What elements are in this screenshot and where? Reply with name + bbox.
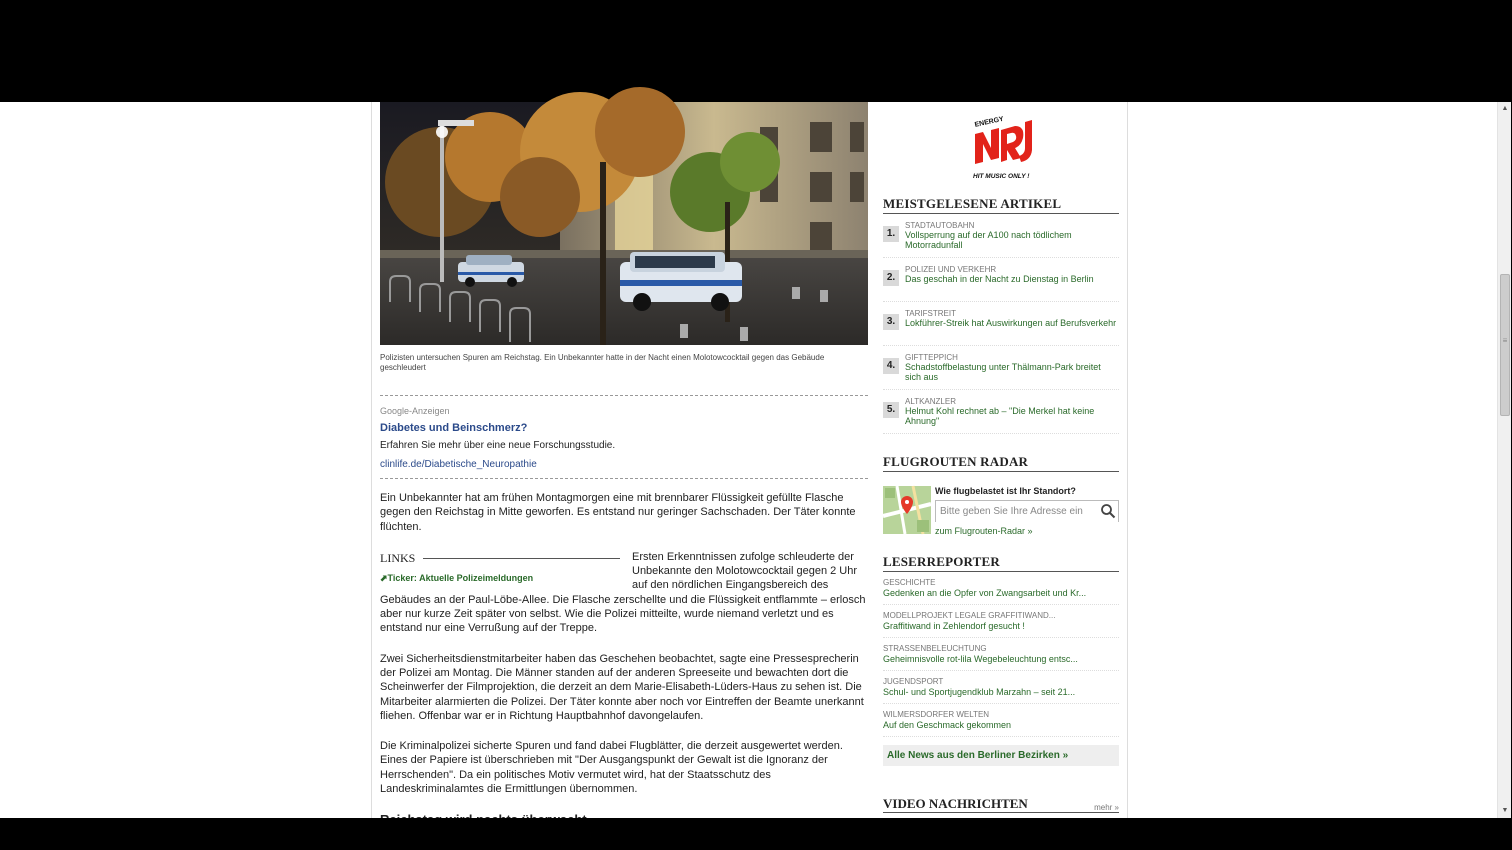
leserreporter-item[interactable] [883,572,1119,605]
grip-icon: ≡ [1502,336,1508,345]
leserreporter-title[interactable]: Schul- und Sportjugendklub Marzahn – seit 21... [883,687,1076,697]
flugrouten-search-box [935,500,1119,522]
links-heading-text: LINKS [380,550,416,565]
leserreporter-item[interactable] [883,605,1119,638]
leserreporter-category: STRASSENBELEUCHTUNG [883,644,987,653]
most-read-item[interactable] [883,302,1119,346]
links-heading [380,551,620,565]
video-heading-title: VIDEO NACHRICHTEN [883,796,1028,811]
leserreporter-title[interactable]: Auf den Geschmack gekommen [883,720,1012,730]
links-item-label: Ticker: Aktuelle Polizeimeldungen [387,573,534,584]
article-paragraph-2-wrap [380,550,868,636]
leserreporter-item[interactable] [883,638,1119,671]
all-district-news-link[interactable]: Alle News aus den Berliner Bezirken » [883,745,1119,766]
links-box [380,551,620,586]
ad-url-link[interactable]: clinlife.de/Diabetische_Neuropathie [380,459,537,470]
hero-caption: Polizisten untersuchen Spuren am Reichstag. Ein Unbekannter hatte in der Nacht einen Molotowcocktail gegen das Gebäude geschleudert [380,353,825,372]
most-read-item[interactable] [883,346,1119,390]
most-read-category: STADTAUTOBAHN [905,221,975,230]
leserreporter-category: WILMERSDORFER WELTEN [883,710,990,719]
page-content [371,102,1128,818]
most-read-title[interactable]: Helmut Kohl rechnet ab – "Die Merkel hat keine Ahnung" [905,406,1095,426]
map-icon[interactable] [883,486,931,534]
nrj-energy-logo[interactable] [969,108,1033,182]
address-input[interactable] [936,502,1118,522]
article-column [380,102,868,827]
article-paragraph-4: Die Kriminalpolizei sicherte Spuren und fand dabei Flugblätter, die derzeit ausgewertet werden. Eines der Papiere ist überschrieben mit "Der Ausgangspunkt der Gewalt ist die Ignoranz der Herrschenden". Da ein politisches Motiv vermutet wird, hat der Staatsschutz des Landeskriminalamtes die Ermittlungen übernommen. [380,740,843,796]
scrollbar-thumb[interactable] [1500,274,1510,416]
most-read-number: 1. [883,226,899,242]
bottom-black-bar [0,818,1511,850]
flugrouten-question: Wie flugbelastet ist Ihr Standort? [935,486,1076,496]
most-read-list [883,214,1119,434]
most-read-number: 4. [883,358,899,374]
most-read-title[interactable]: Das geschah in der Nacht zu Dienstag in Berlin [905,274,1094,284]
most-read-number: 3. [883,314,899,330]
leserreporter-title[interactable]: Geheimnisvolle rot-lila Wegebeleuchtung entsc... [883,654,1078,664]
most-read-title[interactable]: Vollsperrung auf der A100 nach tödlichem Motorradunfall [905,230,1072,250]
leserreporter-item[interactable] [883,704,1119,737]
most-read-item[interactable] [883,214,1119,258]
article-paragraph-2: Ersten Erkenntnissen zufolge schleuderte der Unbekannte den Molotowcocktail gegen 2 Uhr auf den nördlichen Eingangsbereich des Gebäudes an der Paul-Löbe-Allee. Die Flasche zerschellte und die Flüssigkeit entflammte – erlosch aber nur kurze Zeit später von selbst. Wie die Polizei mitteilte, wurde niemand verletzt und es entstand nur eine Verrußung auf der Treppe. [380,550,866,635]
flugrouten-heading: FLUGROUTEN RADAR [883,454,1119,472]
most-read-number: 5. [883,402,899,418]
article-paragraph-1: Ein Unbekannter hat am frühen Montagmorgen eine mit brennbarer Flüssigkeit gefüllte Flasche gegen den Reichstag in Mitte geworfen. Es entstand nur geringer Sachschaden. Der Täter konnte flüchten. [380,492,856,533]
reichstag-night-photo [380,102,868,345]
hero-image[interactable] [380,102,868,345]
leserreporter-title[interactable]: Graffitiwand in Zehlendorf gesucht ! [883,621,1025,631]
svg-text:HIT MUSIC ONLY !: HIT MUSIC ONLY ! [973,173,1030,180]
flugrouten-widget [883,486,1119,536]
flugrouten-link[interactable]: zum Flugrouten-Radar » [935,526,1033,536]
most-read-heading: MEISTGELESENE ARTIKEL [883,196,1119,214]
most-read-item[interactable] [883,258,1119,302]
vertical-scrollbar[interactable] [1497,102,1511,818]
most-read-category: POLIZEI UND VERKEHR [905,265,997,274]
most-read-category: GIFTTEPPICH [905,353,958,362]
browser-viewport [0,102,1497,818]
video-more-link[interactable]: mehr » [1094,803,1119,812]
external-link-icon: ⬈ [380,573,388,584]
scroll-up-arrow-icon[interactable]: ▲ [1501,105,1509,112]
article-paragraph-3: Zwei Sicherheitsdienstmitarbeiter haben das Geschehen beobachtet, sagte eine Pressesprecherin der Polizei am Montag. Die Männer standen auf der anderen Spreeseite und bewachten dort die Scheinwerfer der Filmprojektion, die derzeit an dem Marie-Elisabeth-Lüders-Haus zu sehen ist. Die Mitarbeiter alarmierten die Polizei. Der Täter konnte aber noch vor Eintreffen der Beamte unerkannt fliehen. Offenbar war er in Richtung Hauptbahnhof davongelaufen. [380,652,864,722]
google-ad [380,395,868,470]
svg-text:ENERGY: ENERGY [974,115,1005,129]
most-read-number: 2. [883,270,899,286]
leserreporter-list [883,572,1119,737]
most-read-category: ALTKANZLER [905,397,956,406]
leserreporter-heading: LESERREPORTER [883,554,1119,572]
links-item-ticker[interactable] [380,571,620,585]
most-read-category: TARIFSTREIT [905,309,956,318]
scroll-down-arrow-icon[interactable]: ▼ [1501,807,1509,814]
ad-divider [380,478,868,479]
video-heading [883,796,1119,813]
leserreporter-category: GESCHICHTE [883,578,936,587]
leserreporter-category: MODELLPROJEKT LEGALE GRAFFITIWAND... [883,611,1056,620]
leserreporter-item[interactable] [883,671,1119,704]
most-read-item[interactable] [883,390,1119,434]
ad-title-link[interactable]: Diabetes und Beinschmerz? [380,422,528,434]
leserreporter-category: JUGENDSPORT [883,677,944,686]
flugrouten-body [935,486,1119,536]
links-rule [423,558,620,559]
search-icon[interactable] [1100,503,1116,519]
ad-label: Google-Anzeigen [380,406,450,416]
sidebar [883,102,1119,813]
most-read-title[interactable]: Schadstoffbelastung unter Thälmann-Park breitet sich aus [905,362,1101,382]
most-read-title[interactable]: Lokführer-Streik hat Auswirkungen auf Berufsverkehr [905,318,1117,328]
ad-text: Erfahren Sie mehr über eine neue Forschungsstudie. [380,440,616,451]
leserreporter-title[interactable]: Gedenken an die Opfer von Zwangsarbeit und Kr... [883,588,1087,598]
